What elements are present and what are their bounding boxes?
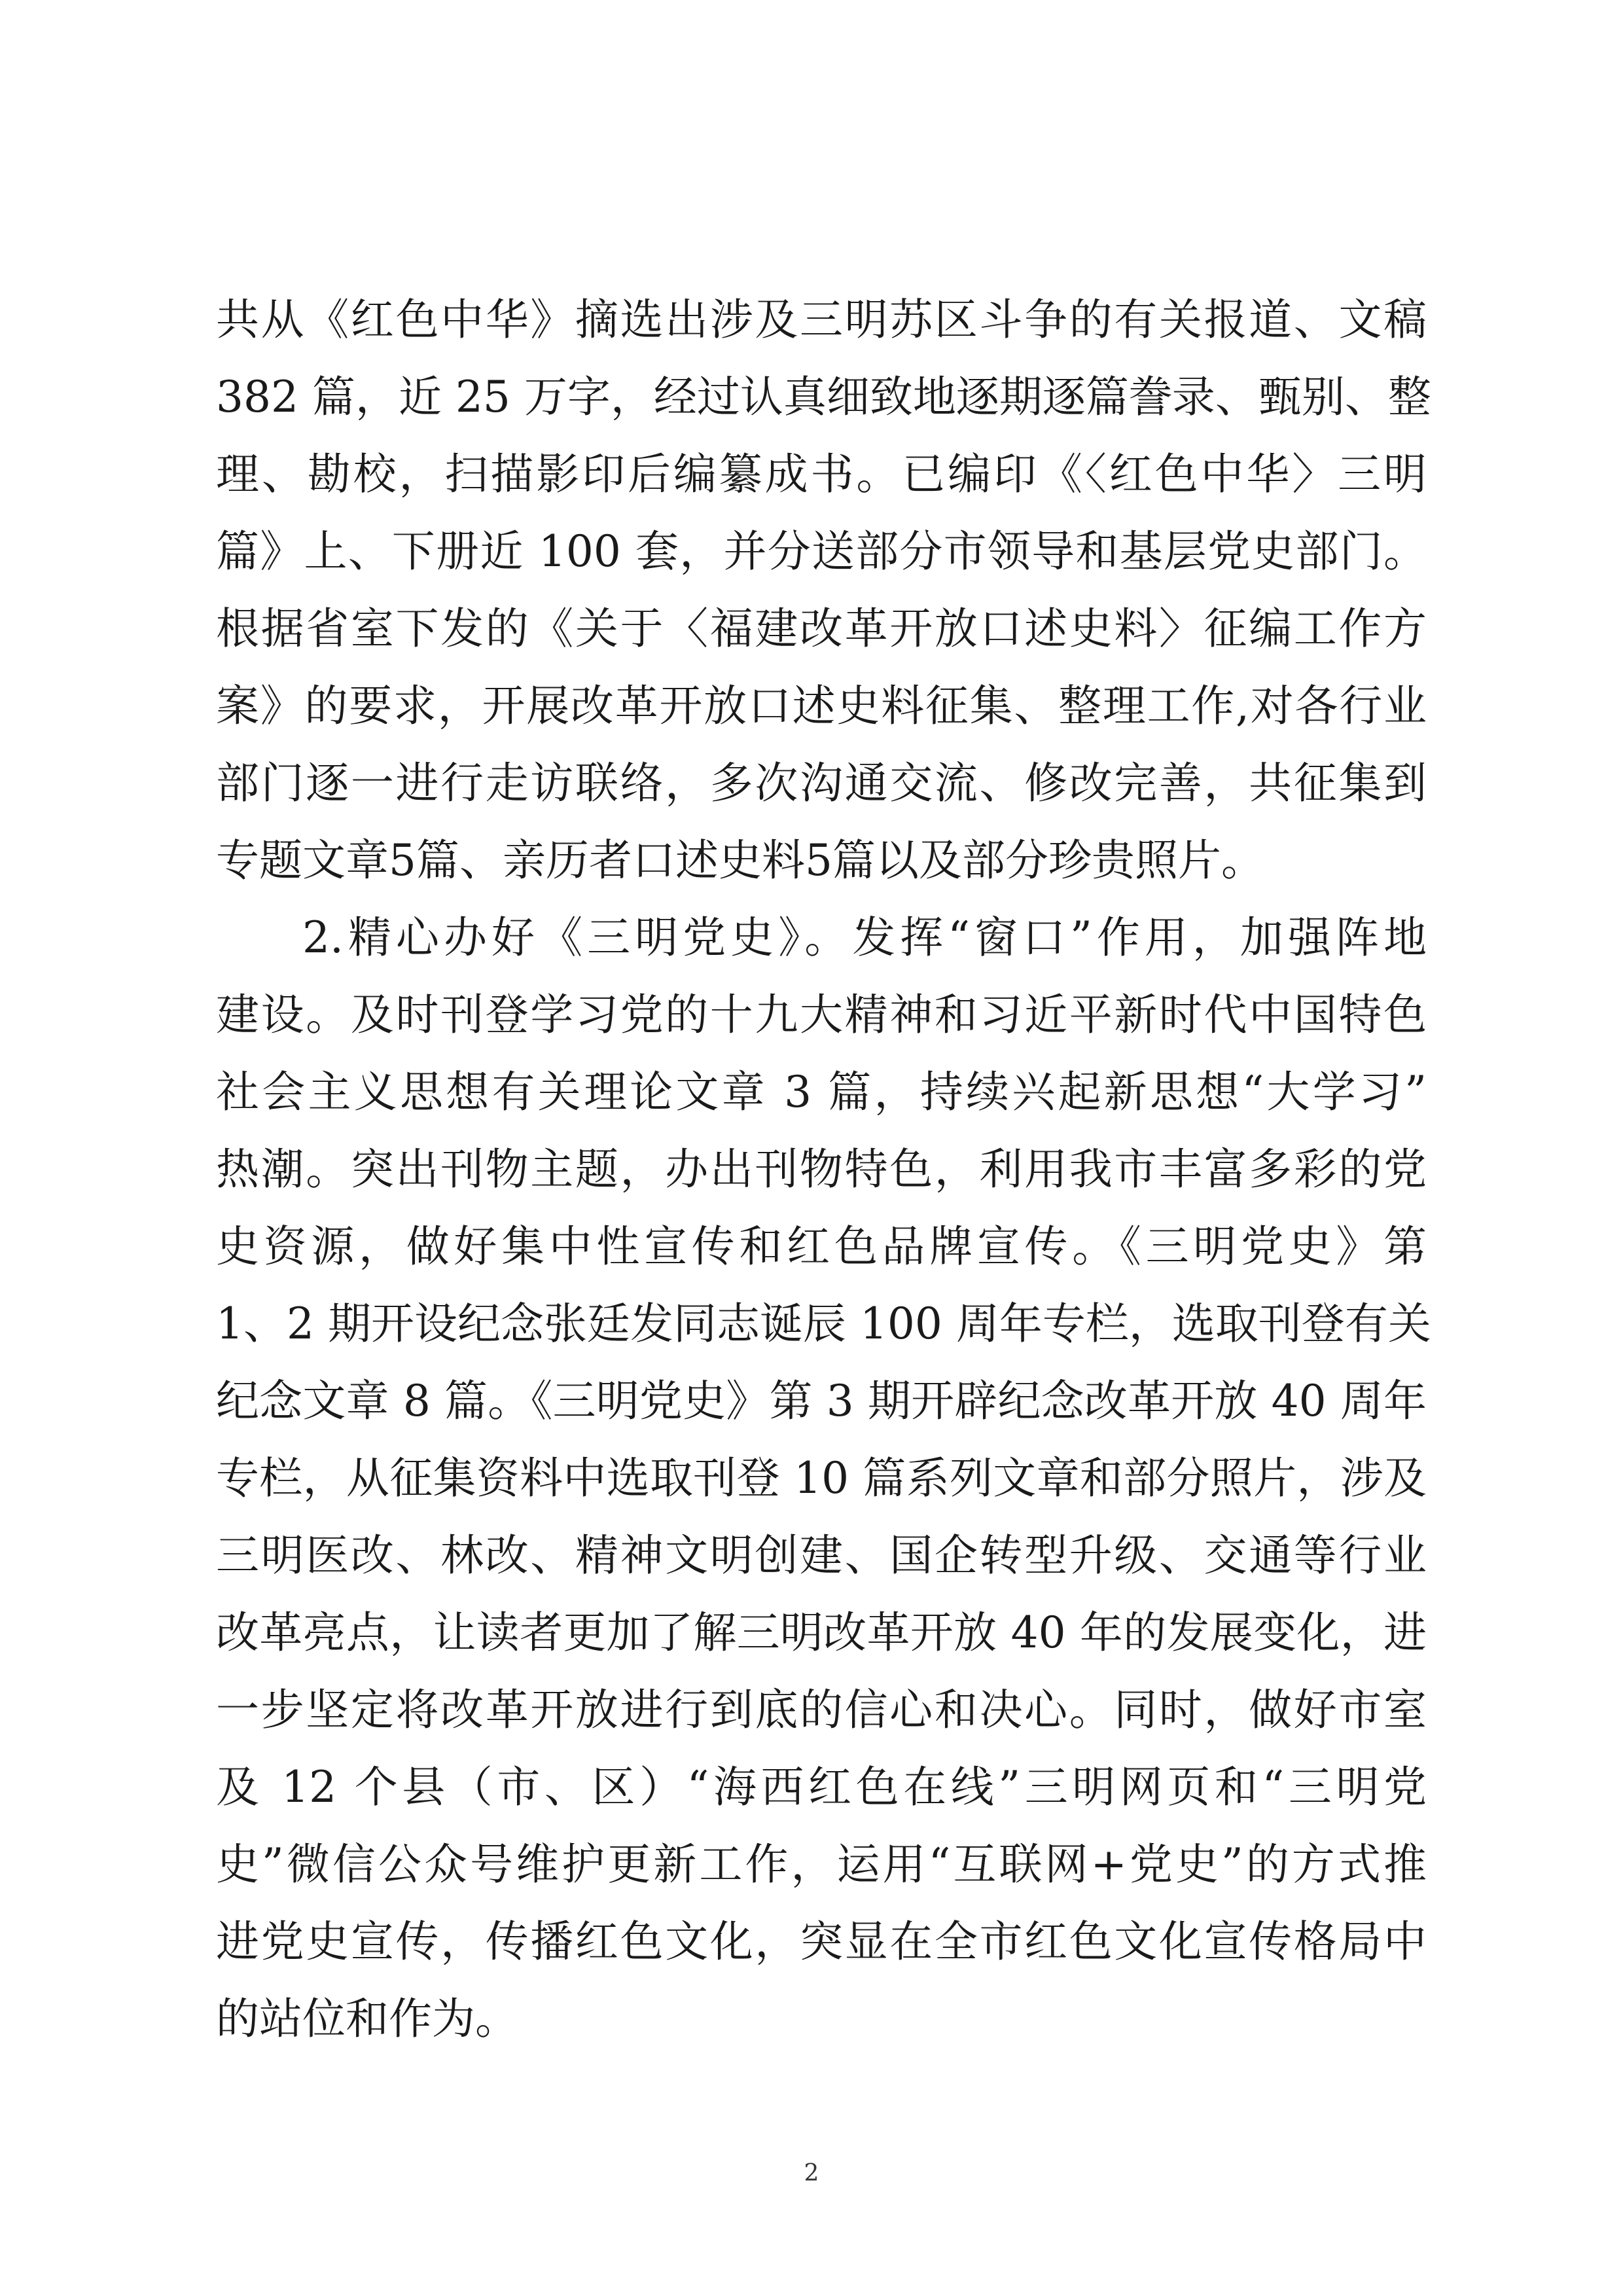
paragraph-2-line: 1、2 期开设纪念张廷发同志诞辰 100 周年专栏，选取刊登有关 bbox=[216, 1299, 1431, 1349]
paragraph-2-line: 建设。及时刊登学习党的十九大精神和习近平新时代中国特色 bbox=[216, 990, 1427, 1040]
body-text bbox=[216, 281, 1431, 2058]
paragraph-1-line: 382 篇，近 25 万字，经过认真细致地逐期逐篇誊录、甄别、整 bbox=[216, 372, 1431, 422]
paragraph-2-line: 专栏，从征集资料中选取刊登 10 篇系列文章和部分照片，涉及 bbox=[216, 1453, 1427, 1503]
paragraph-1-line: 部门逐一进行走访联络，多次沟通交流、修改完善，共征集到 bbox=[216, 758, 1427, 808]
paragraph-2-line: 进党史宣传，传播红色文化，突显在全市红色文化宣传格局中 bbox=[216, 1916, 1427, 1967]
paragraph-1-line: 案》的要求，开展改革开放口述史料征集、整理工作,对各行业 bbox=[216, 681, 1427, 731]
paragraph-2-line: 热潮。突出刊物主题，办出刊物特色，利用我市丰富多彩的党 bbox=[216, 1144, 1427, 1194]
paragraph-1-line: 共从《红色中华》摘选出涉及三明苏区斗争的有关报道、文稿 bbox=[216, 295, 1427, 345]
paragraph-2-line: 及 12 个县（市、区）“海西红色在线”三明网页和“三明党 bbox=[216, 1762, 1427, 1812]
paragraph-1-line: 篇》上、下册近 100 套，并分送部分市领导和基层党史部门。 bbox=[216, 526, 1427, 577]
paragraph-1-line: 专题文章5篇、亲历者口述史料5篇以及部分珍贵照片。 bbox=[216, 835, 1264, 886]
paragraph-2-line: 史资源，做好集中性宣传和红色品牌宣传。《三明党史》第 bbox=[216, 1221, 1427, 1272]
paragraph-2-line: 史”微信公众号维护更新工作，运用“互联网+党史”的方式推 bbox=[216, 1839, 1427, 1890]
paragraph-1-line: 根据省室下发的《关于〈福建改革开放口述史料〉征编工作方 bbox=[216, 603, 1427, 654]
paragraph-1-line: 理、勘校，扫描影印后编纂成书。已编印《〈红色中华〉三明 bbox=[216, 449, 1427, 499]
paragraph-2-line: 2.精心办好《三明党史》。发挥“窗口”作用，加强阵地 bbox=[302, 912, 1427, 963]
paragraph-2-line: 纪念文章 8 篇。《三明党史》第 3 期开辟纪念改革开放 40 周年 bbox=[216, 1376, 1427, 1426]
page-number: 2 bbox=[804, 2160, 819, 2187]
paragraph-2-line: 改革亮点，让读者更加了解三明改革开放 40 年的发展变化，进 bbox=[216, 1607, 1427, 1658]
paragraph-2-line: 三明医改、林改、精神文明创建、国企转型升级、交通等行业 bbox=[216, 1530, 1427, 1581]
paragraph-2-line: 的站位和作为。 bbox=[216, 1994, 518, 2044]
paragraph-2-line: 社会主义思想有关理论文章 3 篇，持续兴起新思想“大学习” bbox=[216, 1067, 1427, 1117]
paragraph-2-line: 一步坚定将改革开放进行到底的信心和决心。同时，做好市室 bbox=[216, 1685, 1427, 1735]
